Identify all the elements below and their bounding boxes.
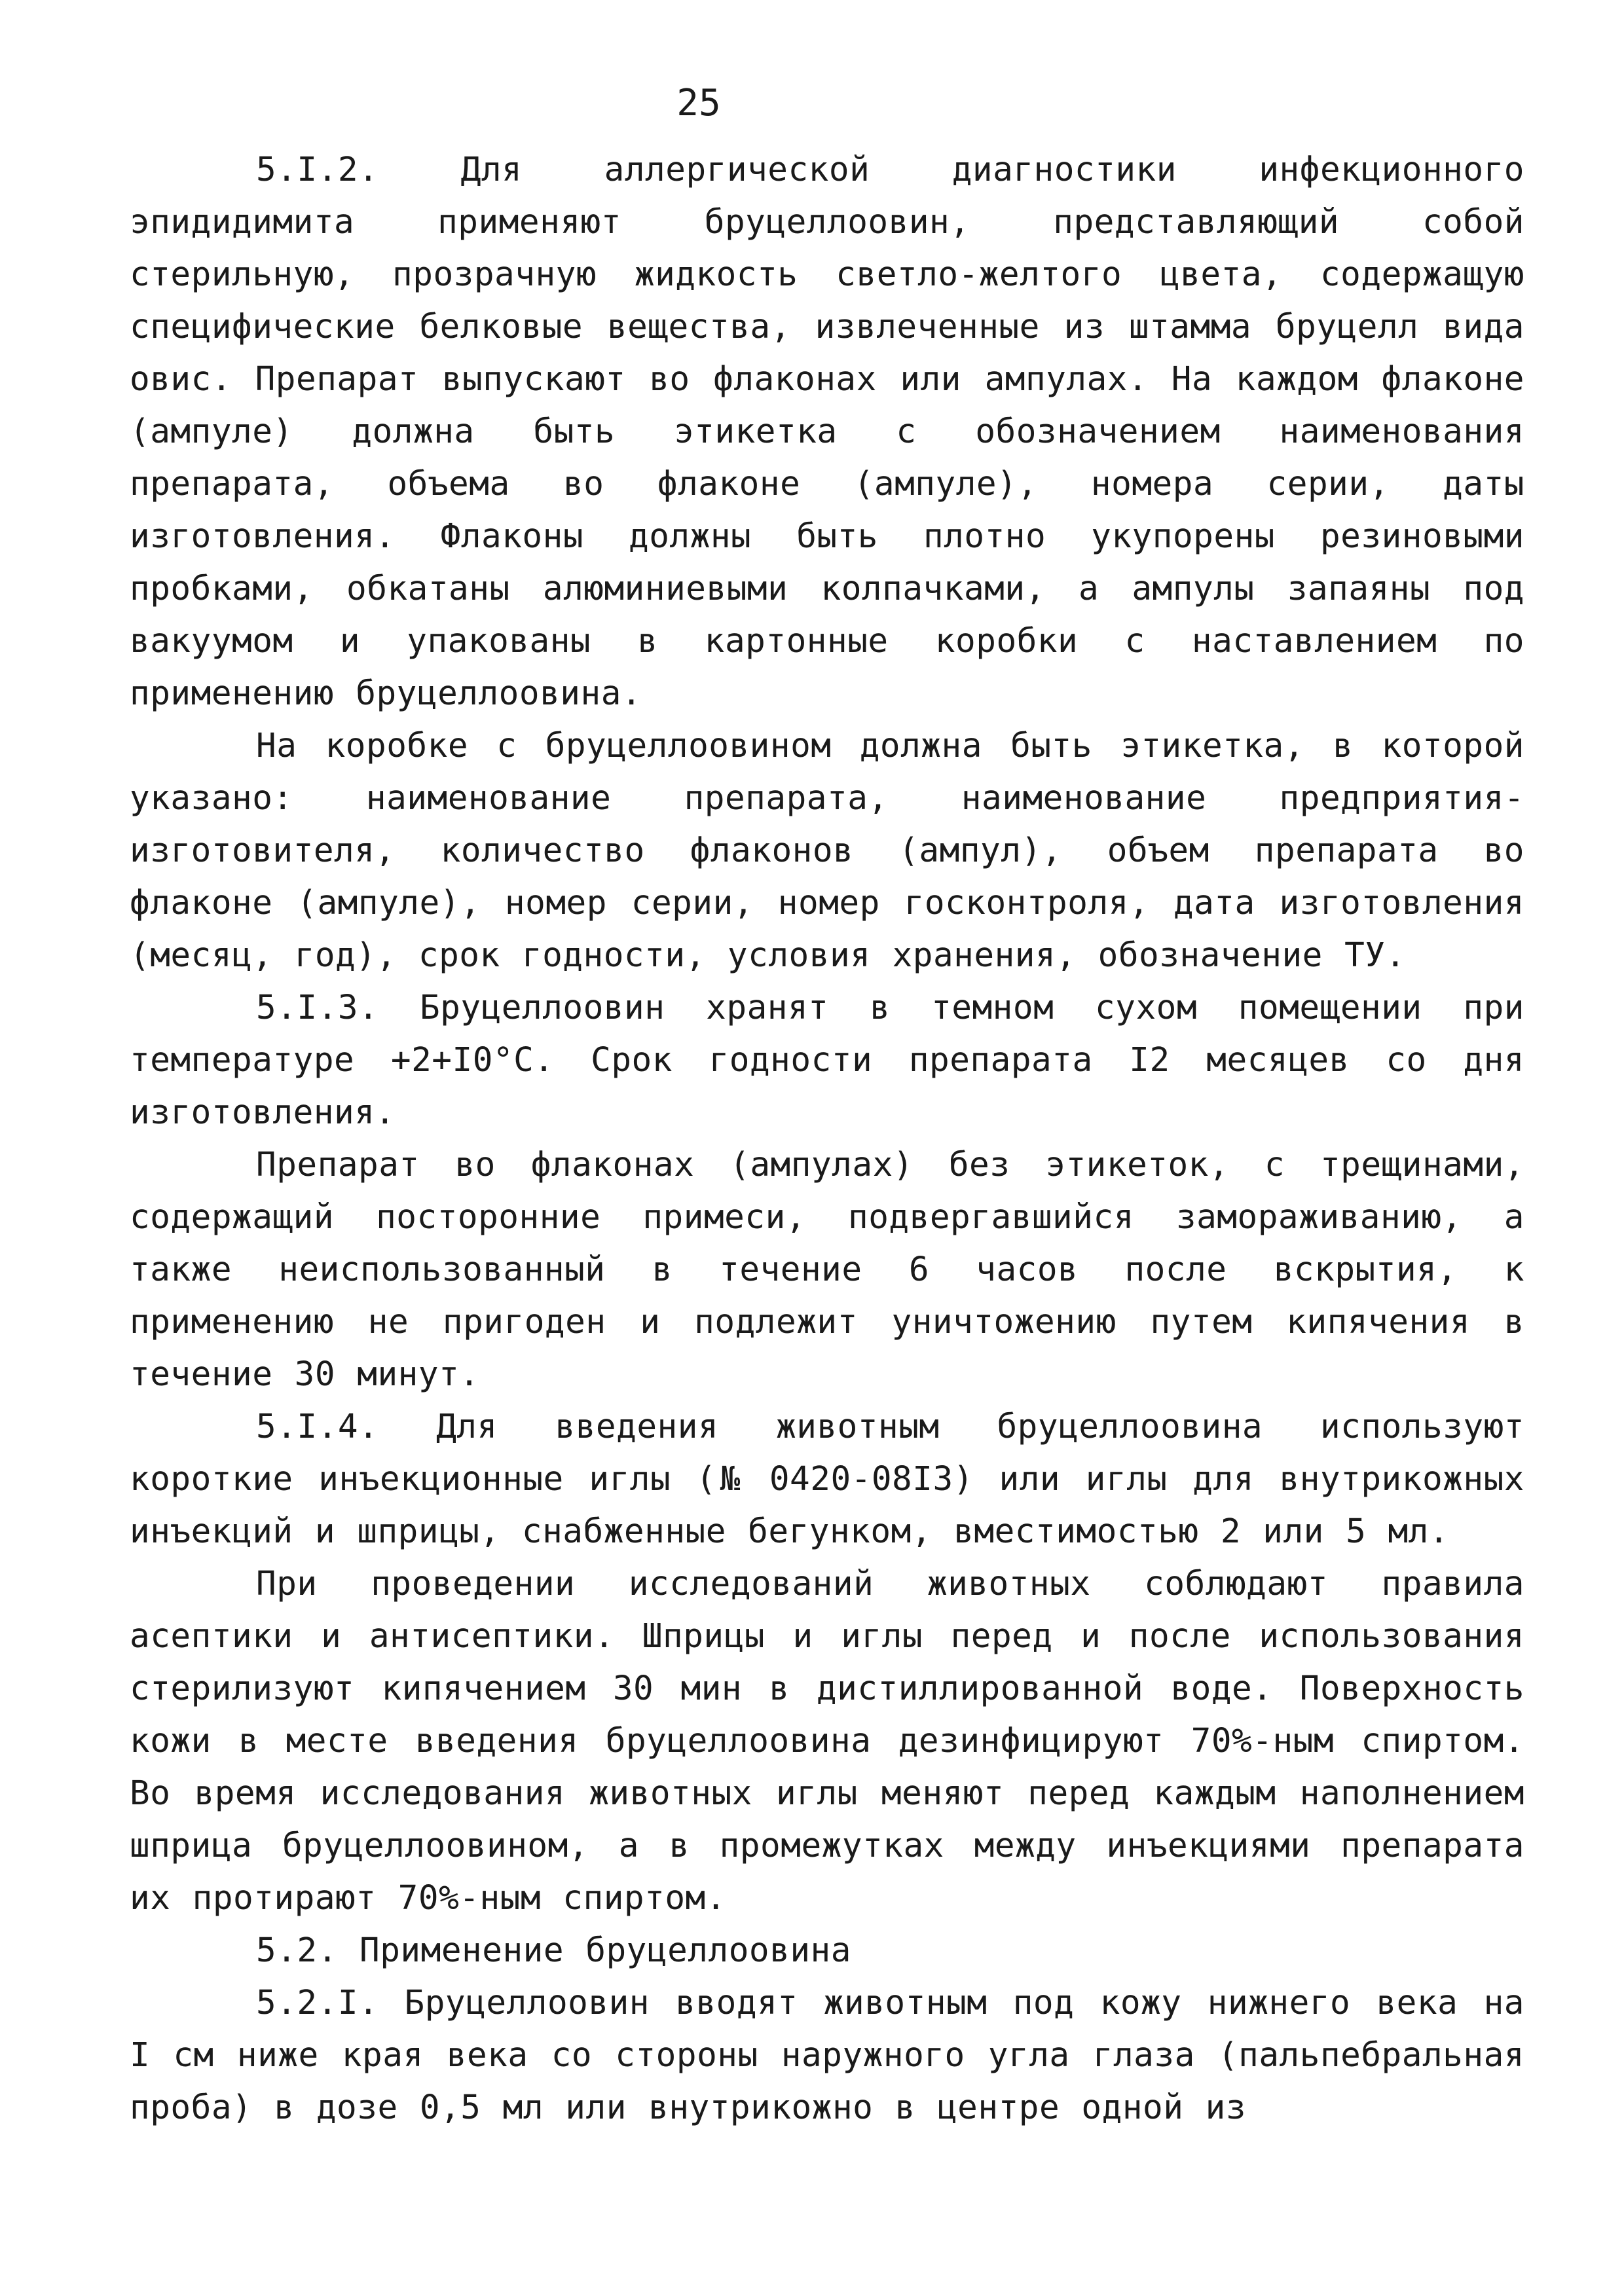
paragraph-5-1-4: 5.I.4. Для введения животным бруцеллоовина используют короткие инъекционные иглы (№ 0420-08I3) или иглы для внутрикожных инъекций и шприцы, снабженные бегунком, вместимостью 2 или 5 мл.: [130, 1408, 1524, 1551]
section-heading-5-2: 5.2. Применение бруцеллоовина: [256, 1931, 851, 1970]
paragraph-defective-preparation: Препарат во флаконах (ампулах) без этикеток, с трещинами, содержащий посторонние примеси, подвергавшийся замораживанию, а также неиспользованный в течение 6 часов после вскрытия, к применению не пригоден и подлежит уничтожению путем кипячения в течение 30 минут.: [130, 1146, 1524, 1394]
paragraph-5-1-2: 5.I.2. Для аллергической диагностики инфекционного эпидидимита применяют бруцеллоовин, представляющий собой стерильную, прозрачную жидкость светло-желтого цвета, содержащую специфические белковые вещества, извлеченные из штамма бруцелл вида овис. Препарат выпускают во флаконах или ампулах. На каждом флаконе (ампуле) должна быть этикетка с обозначением наименования препарата, объема во флаконе (ампуле), номера серии, даты изготовления. Флаконы должны быть плотно укупорены резиновыми пробками, обкатаны алюминиевыми колпачками, а ампулы запаяны под вакуумом и упакованы в картонные коробки с наставлением по применению бруцеллоовина.: [130, 151, 1524, 713]
paragraph-asepsis: При проведении исследований животных соблюдают правила асептики и антисептики. Шприцы и иглы перед и после использования стерилизуют кипячением 30 мин в дистиллированной воде. Поверхность кожи в месте введения бруцеллоовина дезинфицируют 70%-ным спиртом. Во время исследования животных иглы меняют перед каждым наполнением шприца бруцеллоовином, а в промежутках между инъекциями препарата их протирают 70%-ным спиртом.: [130, 1565, 1524, 1918]
page-number: 25: [676, 82, 721, 124]
paragraph-5-2-1: 5.2.I. Бруцеллоовин вводят животным под кожу нижнего века на I см ниже края века со стороны наружного угла глаза (пальпебральная проба) в дозе 0,5 мл или внутрикожно в центре одной из: [130, 1984, 1524, 2127]
paragraph-5-1-3: 5.I.3. Бруцеллоовин хранят в темном сухом помещении при температуре +2+I0°С. Срок годности препарата I2 месяцев со дня изготовления.: [130, 989, 1524, 1132]
paragraph-box-label: На коробке с бруцеллоовином должна быть этикетка, в которой указано: наименование препарата, наименование предприятия-изготовителя, количество флаконов (ампул), объем препарата во флаконе (ампуле), номер серии, номер госконтроля, дата изготовления (месяц, год), срок годности, условия хранения, обозначение ТУ.: [130, 727, 1524, 975]
document-body: [130, 144, 1524, 2134]
